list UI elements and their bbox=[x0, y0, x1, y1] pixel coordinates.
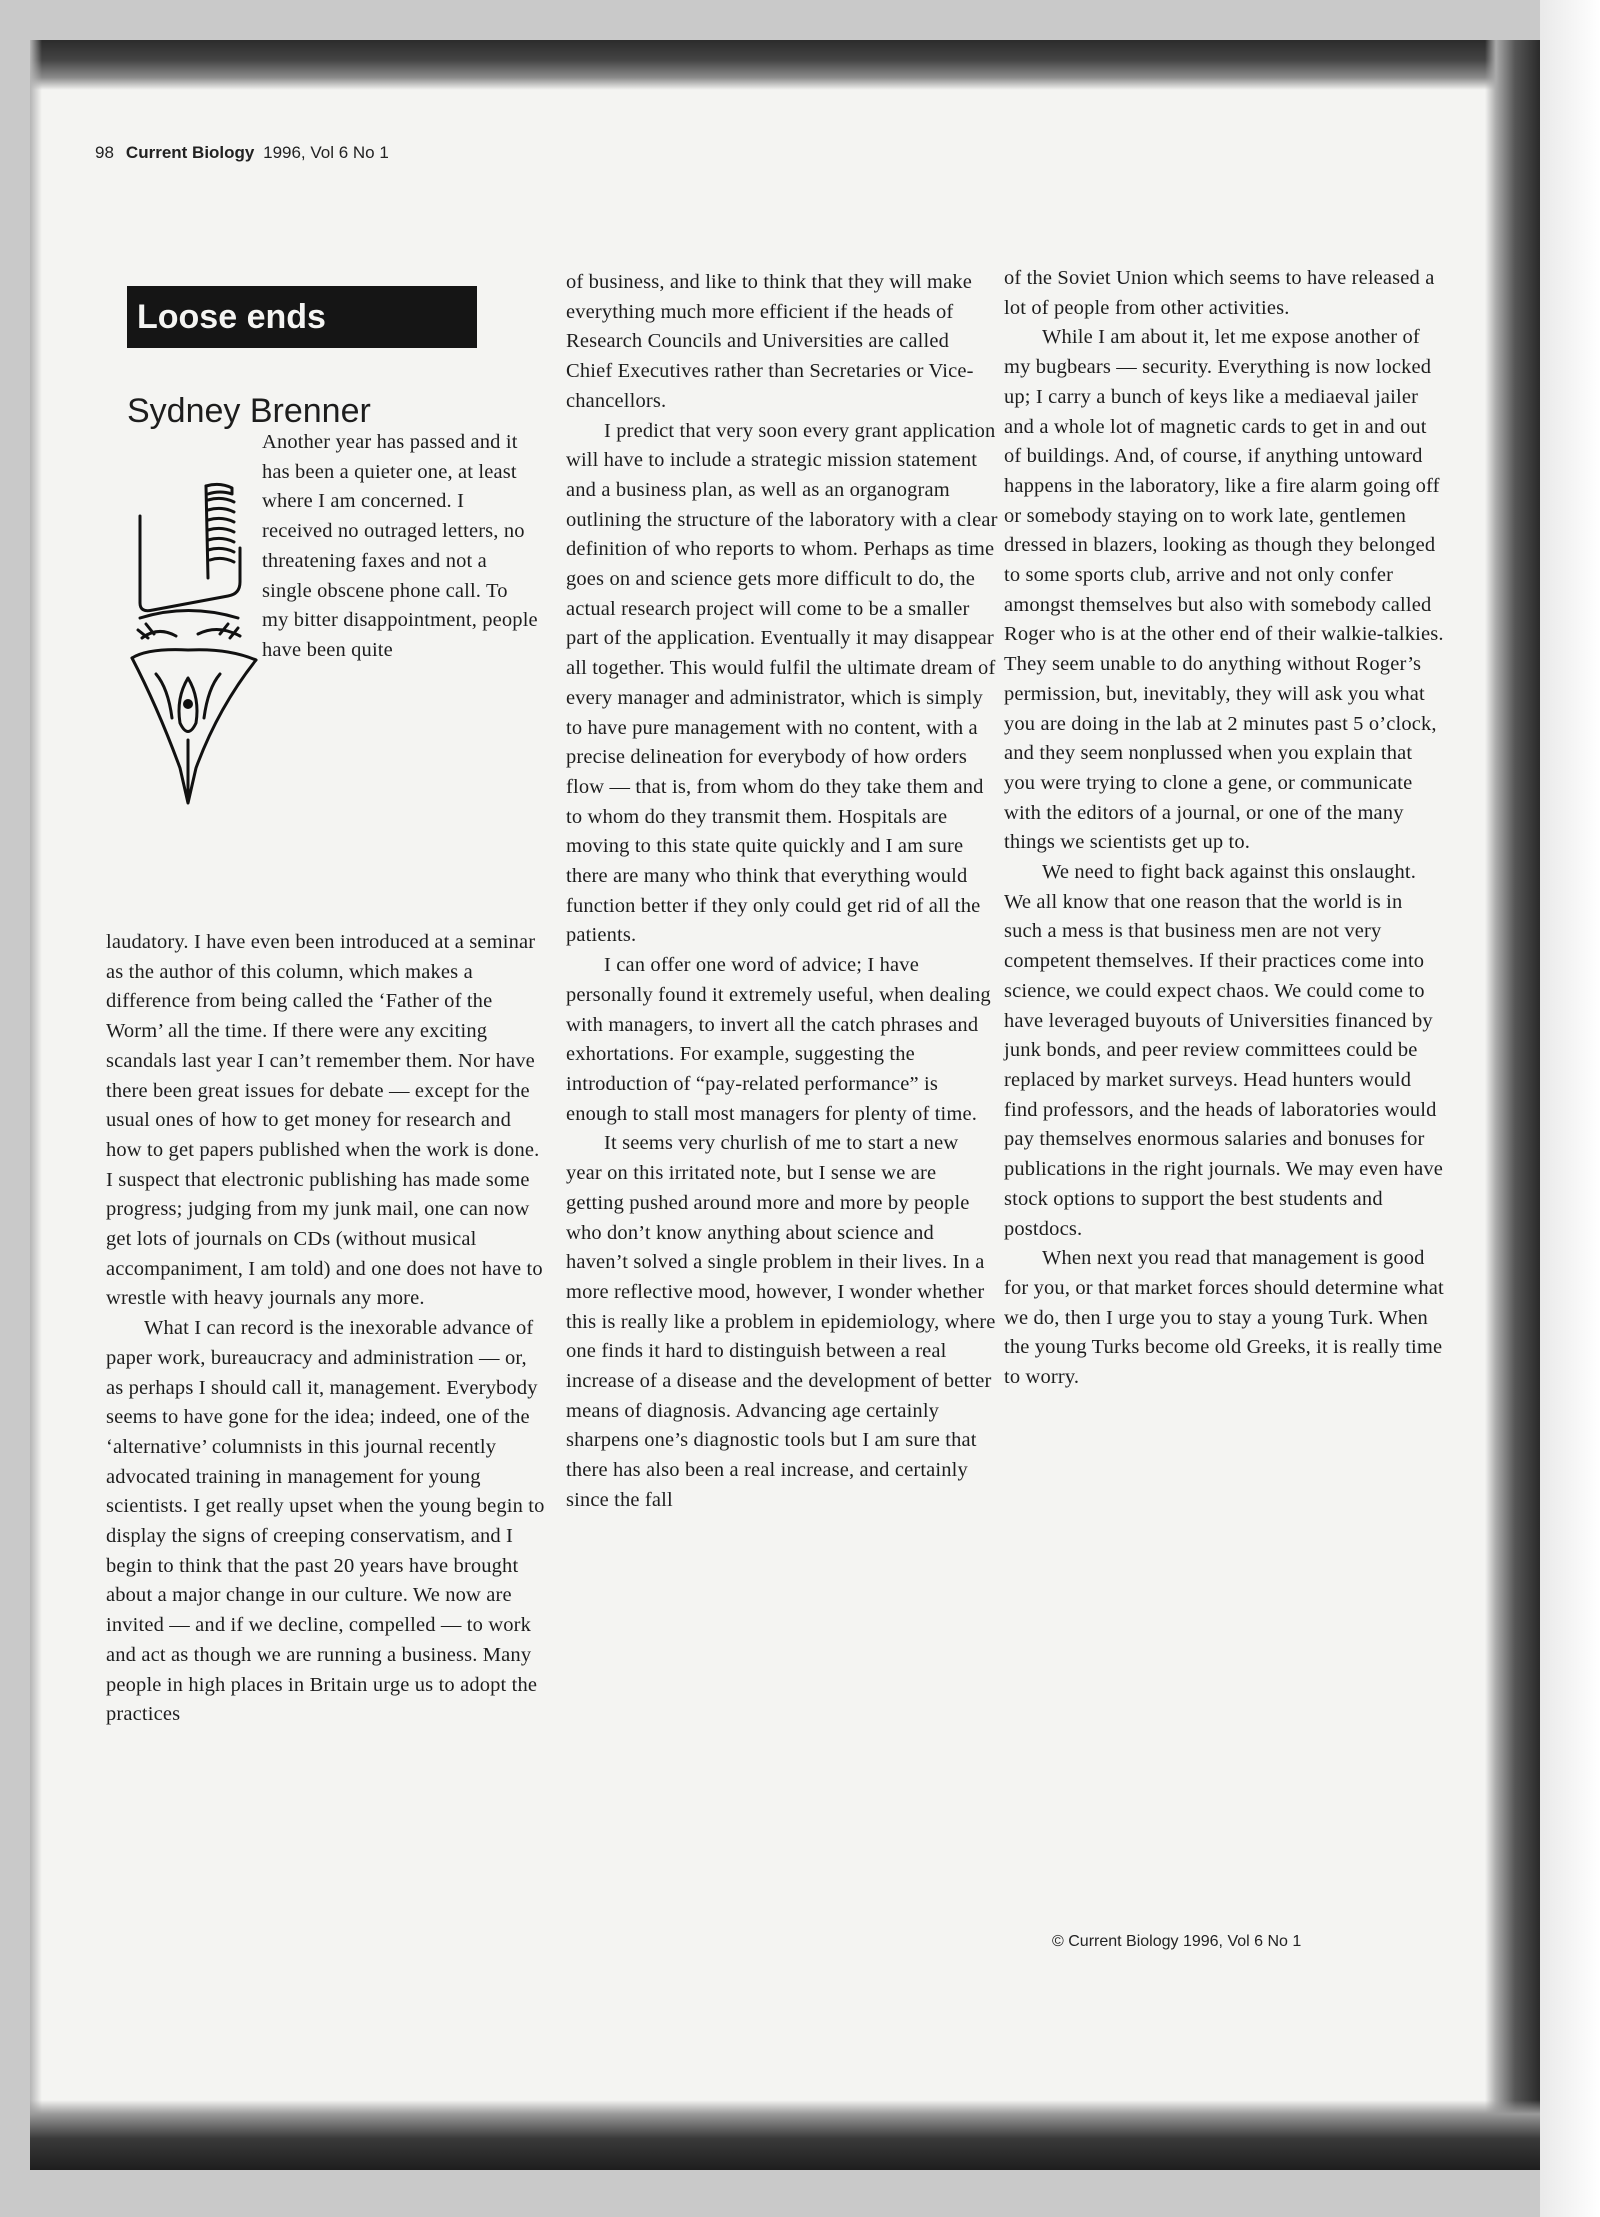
section-label: Loose ends bbox=[127, 286, 477, 348]
paragraph: What I can record is the inexorable advance of paper work, bureaucracy and administration — or, as perhaps I should call it, management. Everybody seems to have gone for the idea; indeed, one of the ‘alternative’ columnists in this journal recently advocated training in management for young scientists. I get really upset when the young begin to display the signs of creeping conservatism, and I begin to think that the past 20 years have brought about a major change in our culture. We now are invited — and if we decline, compelled — to work and act as though we are running a business. Many people in high places in Britain urge us to adopt the practices bbox=[106, 1317, 545, 1726]
paragraph: We need to fight back against this onslaught. We all know that one reason that the world is in such a mess is that business men are not very competent themselves. If their practices come into science, we could expect chaos. We could come to have leveraged buyouts of Universities financed by junk bonds, and peer review committees could be replaced by market surveys. Head hunters would find professors, and the heads of laboratories would pay themselves enormous salaries and bonuses for publications in the right journals. We may even have stock options to support the best students and postdocs. bbox=[1004, 861, 1444, 1240]
paragraph: It seems very churlish of me to start a new year on this irritated note, but I sense we are getting pushed around more and more by people who don’t know anything about science and haven’t solved a single problem in their lives. In a more reflective mood, however, I wonder whether this is really like a problem in epidemiology, where one finds it hard to distinguish between a real increase of a disease and the development of better means of diagnosis. Advancing age certainly sharpens one’s diagnostic tools but I am sure that there has also been a real increase, and certainly since the fall bbox=[566, 1132, 996, 1511]
column-right bbox=[1004, 264, 1444, 1393]
copyright-notice: © Current Biology 1996, Vol 6 No 1 bbox=[1052, 1933, 1302, 1950]
journal-issue: 1996, Vol 6 No 1 bbox=[263, 143, 389, 162]
journal-name: Current Biology bbox=[125, 143, 255, 162]
paragraph: Another year has passed and it has been a quieter one, at least where I am concerned. I received no outraged letters, no threatening faxes and not a single obscene phone call. To my bitter disappointment, people have been quite bbox=[262, 431, 538, 661]
paragraph: of business, and like to think that they will make everything much more efficient if the heads of Research Councils and Universities are called Chief Executives rather than Secretaries or Vice-chancellors. bbox=[566, 271, 974, 412]
scan-bed-margin bbox=[1540, 0, 1600, 2217]
paragraph: of the Soviet Union which seems to have released a lot of people from other activities. bbox=[1004, 267, 1435, 319]
paragraph: When next you read that management is good for you, or that market forces should determine what we do, then I urge you to stay a young Turk. When the young Turks become old Greeks, it is really time to worry. bbox=[1004, 1247, 1444, 1389]
column-left-wrap bbox=[262, 428, 538, 666]
page-number: 98 bbox=[95, 143, 114, 162]
author-name: Sydney Brenner bbox=[127, 392, 371, 430]
paragraph: I can offer one word of advice; I have personally found it extremely useful, when dealing with managers, to invert all the catch phrases and exhortations. For example, suggesting the introduction of “pay-related performance” is enough to stall most managers for plenty of time. bbox=[566, 954, 991, 1125]
scan-shadow-left bbox=[30, 40, 42, 2170]
paragraph: laudatory. I have even been introduced at a seminar as the author of this column, which makes a difference from being called the ‘Father of the Worm’ all the time. If there were any exciting scandals last year I can’t remember them. Nor have there been great issues for debate — except for the usual ones of how to get money for research and how to get papers published when the work is done. I suspect that electronic publishing has made some progress; judging from my junk mail, one can now get lots of journals on CDs (without musical accompaniment, I am told) and one does not have to wrestle with heavy journals any more. bbox=[106, 931, 543, 1310]
scan-shadow-top bbox=[30, 40, 1540, 90]
pen-nib-icon bbox=[128, 478, 263, 808]
paragraph: While I am about it, let me expose another of my bugbears — security. Everything is now locked up; I carry a bunch of keys like a mediaeval jailer and a whole lot of magnetic cards to get in and out of buildings. And, of course, if anything untoward happens in the laboratory, like a fire alarm going off or somebody staying on to work late, gentlemen dressed in blazers, looking as though they belonged to some sports club, arrive and not only confer amongst themselves but also with somebody called Roger who is at the other end of their walkie-talkies. They seem unable to do anything without Roger’s permission, but, inevitably, they will ask you what you are doing in the lab at 2 minutes past 5 o’clock, and they seem nonplussed when you explain that you were trying to clone a gene, or communicate with the editors of a journal, or one of the many things we scientists get up to. bbox=[1004, 326, 1444, 854]
column-middle bbox=[566, 268, 998, 1516]
running-header bbox=[95, 143, 389, 163]
scan-shadow-right bbox=[1485, 40, 1540, 2170]
paragraph: I predict that very soon every grant application will have to include a strategic mission statement and a business plan, as well as an organogram outlining the structure of the laboratory with a clear definition of who reports to whom. Perhaps as time goes on and science gets more difficult to do, the actual research project will come to be a smaller part of the application. Eventually it may disappear all together. This would fulfil the ultimate dream of every manager and administrator, which is simply to have pure management with no content, with a precise delineation for everybody of how orders flow — that is, from whom do they take them and to whom do they transmit them. Hospitals are moving to this state quite quickly and I am sure there are many who think that everything would function better if they only could get rid of all the patients. bbox=[566, 419, 998, 947]
scan-shadow-bottom bbox=[30, 2100, 1540, 2170]
column-left bbox=[106, 928, 546, 1730]
